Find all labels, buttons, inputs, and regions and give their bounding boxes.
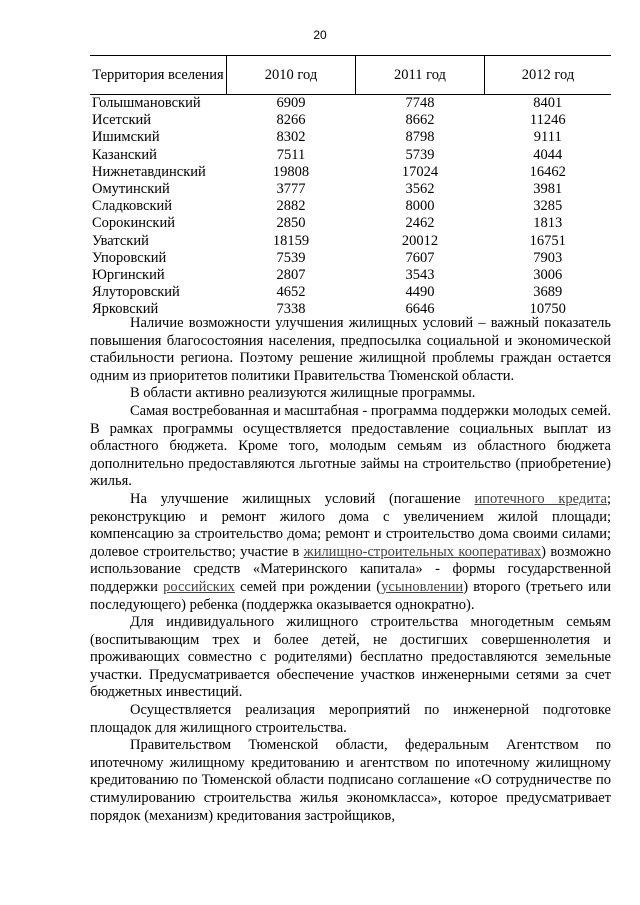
value-cell: 3777: [276, 181, 306, 198]
paragraph: [90, 315, 611, 385]
value-cell: 3285: [533, 198, 563, 215]
paragraph-text: Правительством Тюменской области, федеральным Агентством по ипотечному жилищному кредитованию и агентством по ипотечному жилищному кредитованию по Тюменской области подписано соглашение «О сотрудничестве по стимулированию строительства жилья экономкласса», которое предусматривает порядок (механизм) кредитования застройщиков,: [90, 737, 611, 824]
value-cell: 6909: [276, 95, 306, 111]
paragraph-text: На улучшение жилищных условий (погашение: [130, 490, 475, 507]
value-cell: 7903: [533, 249, 563, 266]
territory-cell: Юргинский: [92, 267, 165, 284]
page-number: 20: [313, 28, 327, 42]
table-header-row: [90, 56, 611, 95]
inline-link[interactable]: жилищно-строительных кооперативах: [303, 543, 542, 560]
paragraph: [90, 491, 611, 614]
paragraph: [90, 385, 611, 403]
paragraph: [90, 737, 611, 825]
territory-cell: Сорокинский: [92, 215, 175, 232]
value-cell: 17024: [401, 163, 439, 180]
value-cell: 2807: [276, 267, 306, 284]
table-row: [90, 129, 611, 146]
table-row: [90, 112, 611, 129]
value-cell: 1813: [533, 215, 563, 232]
value-cell: 8302: [276, 129, 306, 146]
territory-cell: Казанский: [92, 146, 157, 163]
value-cell: 11246: [529, 112, 566, 129]
value-cell: 3981: [533, 181, 563, 198]
value-cell: 20012: [401, 232, 439, 249]
value-cell: 16751: [529, 232, 566, 249]
territory-cell: Исетский: [92, 112, 152, 129]
value-cell: 3689: [533, 284, 563, 301]
table-row: [90, 198, 611, 215]
value-cell: 6646: [405, 301, 435, 318]
value-cell: 8401: [533, 95, 563, 111]
paragraph-text: ) возможно использование средств «Материнского капитала» - формы государственной поддержки: [90, 543, 611, 595]
header-2010: 2010 год: [227, 56, 356, 95]
value-cell: 2882: [276, 198, 306, 215]
territory-cell: Голышмановский: [92, 95, 201, 111]
table-body: [90, 95, 611, 319]
value-cell: 18159: [272, 232, 310, 249]
value-cell: 4490: [405, 284, 435, 301]
header-territory: Территория вселения: [90, 56, 227, 95]
table-row: [90, 164, 611, 181]
paragraph: [90, 403, 611, 491]
table-row: [90, 147, 611, 164]
paragraph-text: ) второго (третьего или последующего) ребенка (поддержка оказывается однократно).: [90, 578, 611, 613]
value-cell: 2850: [276, 215, 306, 232]
header-2012: 2012 год: [485, 56, 612, 95]
value-cell: 7511: [276, 146, 306, 163]
value-cell: 8000: [405, 198, 435, 215]
body-text: [90, 315, 611, 825]
value-cell: 8662: [405, 112, 435, 129]
territory-cell: Упоровский: [92, 249, 167, 266]
territory-cell: Уватский: [92, 232, 149, 249]
table-row: [90, 284, 611, 301]
territory-cell: Сладковский: [92, 198, 173, 215]
value-cell: 16462: [529, 163, 566, 180]
value-cell: 7539: [276, 249, 306, 266]
value-cell: 19808: [272, 163, 310, 180]
territory-cell: Ишимский: [92, 129, 160, 146]
paragraph-text: Наличие возможности улучшения жилищных условий – важный показатель повышения благосостояния населения, предпосылка социальной и экономической стабильности региона. Поэтому решение жилищной проблемы граждан остается одним из приоритетов политики Правительства Тюменской области.: [90, 315, 611, 384]
value-cell: 4652: [276, 284, 306, 301]
value-cell: 3562: [405, 181, 435, 198]
value-cell: 7607: [405, 249, 435, 266]
paragraph-text: Для индивидуального жилищного строительства многодетным семьям (воспитывающим трех и более детей, не достигших совершеннолетия и проживающих совместно с родителями) бесплатно предоставляются земельные участки. Предусматривается обеспечение участков инженерными сетями за счет бюджетных инвестиций.: [90, 614, 611, 701]
table-row: [90, 267, 611, 284]
table-row: [90, 233, 611, 250]
value-cell: 8798: [405, 129, 435, 146]
value-cell: 7338: [276, 301, 306, 318]
inline-link[interactable]: российских: [163, 578, 235, 595]
value-cell: 2462: [405, 215, 435, 232]
table-row: [90, 95, 611, 113]
value-cell: 3006: [533, 267, 563, 284]
paragraph-text: семей при рождении (: [234, 578, 382, 595]
paragraph-text: В области активно реализуются жилищные программы.: [130, 385, 476, 402]
header-2011: 2011 год: [356, 56, 485, 95]
paragraph-text: ; реконструкцию и ремонт жилого дома с увеличением жилой площади; компенсацию за строительство дома; ремонт и строительство дома своими силами; долевое строительство; участие в: [90, 490, 611, 560]
resettlement-table: [90, 55, 611, 319]
territory-cell: Омутинский: [92, 181, 170, 198]
value-cell: 9111: [533, 129, 562, 146]
value-cell: 10750: [529, 301, 566, 318]
paragraph-text: Осуществляется реализация мероприятий по инженерной подготовке площадок для жилищного строительства.: [90, 702, 611, 736]
value-cell: 5739: [405, 146, 435, 163]
table-row: [90, 250, 611, 267]
value-cell: 3543: [405, 267, 435, 284]
table-row: [90, 215, 611, 232]
territory-cell: Ялуторовский: [92, 284, 180, 301]
value-cell: 8266: [276, 112, 306, 129]
value-cell: 4044: [533, 146, 563, 163]
inline-link[interactable]: ипотечного кредита: [474, 490, 607, 507]
paragraph: [90, 702, 611, 737]
territory-cell: Нижнетавдинский: [92, 163, 206, 180]
territory-cell: Ярковский: [92, 301, 159, 318]
paragraph-text: Самая востребованная и масштабная - программа поддержки молодых семей. В рамках программы осуществляется предоставление социальных выплат из областного бюджета. Кроме того, молодым семьям из областного бюджета дополнительно предоставляются льготные займы на строительство (приобретение) жилья.: [90, 402, 611, 490]
table-row: [90, 181, 611, 198]
value-cell: 7748: [405, 95, 435, 111]
paragraph: [90, 614, 611, 702]
inline-link[interactable]: усыновлении: [381, 578, 464, 595]
